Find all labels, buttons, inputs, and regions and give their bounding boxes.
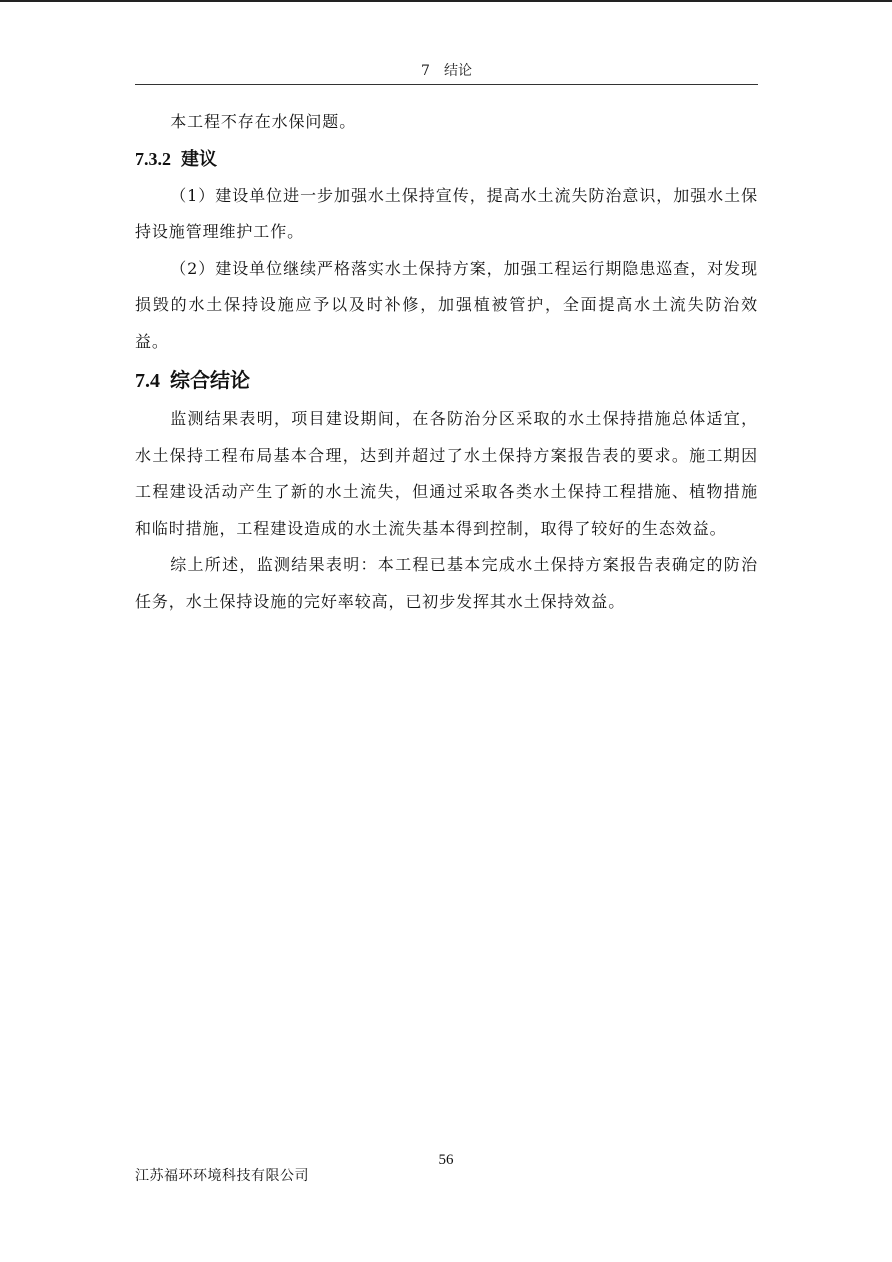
section-heading-7-3-2 — [135, 141, 758, 178]
running-header — [135, 58, 758, 85]
section-number: 7.3.2 — [135, 148, 171, 169]
suggestion-paragraph-2: （2）建设单位继续严格落实水土保持方案，加强工程运行期隐患巡查，对发现损毁的水土保持设施应予以及时补修，加强植被管护，全面提高水土流失防治效益。 — [135, 258, 758, 351]
section-title: 建议 — [181, 148, 217, 170]
section-number: 7.4 — [135, 370, 160, 392]
conclusion-paragraph-2: 综上所述，监测结果表明：本工程已基本完成水土保持方案报告表确定的防治任务，水土保持设施的完好率较高，已初步发挥其水土保持效益。 — [135, 555, 758, 611]
chapter-number: 7 — [421, 63, 430, 79]
page-number: 56 — [438, 1152, 454, 1168]
page-top-border — [0, 0, 892, 2]
section-title: 综合结论 — [170, 368, 250, 392]
section-heading-7-4 — [135, 360, 758, 401]
suggestion-paragraph-1: （1）建设单位进一步加强水土保持宣传，提高水土流失防治意识，加强水土保持设施管理维护工作。 — [135, 185, 758, 241]
conclusion-paragraph-1: 监测结果表明，项目建设期间，在各防治分区采取的水土保持措施总体适宜，水土保持工程布局基本合理，达到并超过了水土保持方案报告表的要求。施工期因工程建设活动产生了新的水土流失，但通过采取各类水土保持工程措施、植物措施和临时措施，工程建设造成的水土流失基本得到控制，取得了较好的生态效益。 — [135, 409, 758, 538]
footer-company-name: 江苏福环环境科技有限公司 — [135, 1168, 309, 1184]
chapter-title: 结论 — [443, 63, 472, 79]
document-body — [135, 104, 758, 620]
intro-paragraph: 本工程不存在水保问题。 — [170, 112, 357, 131]
